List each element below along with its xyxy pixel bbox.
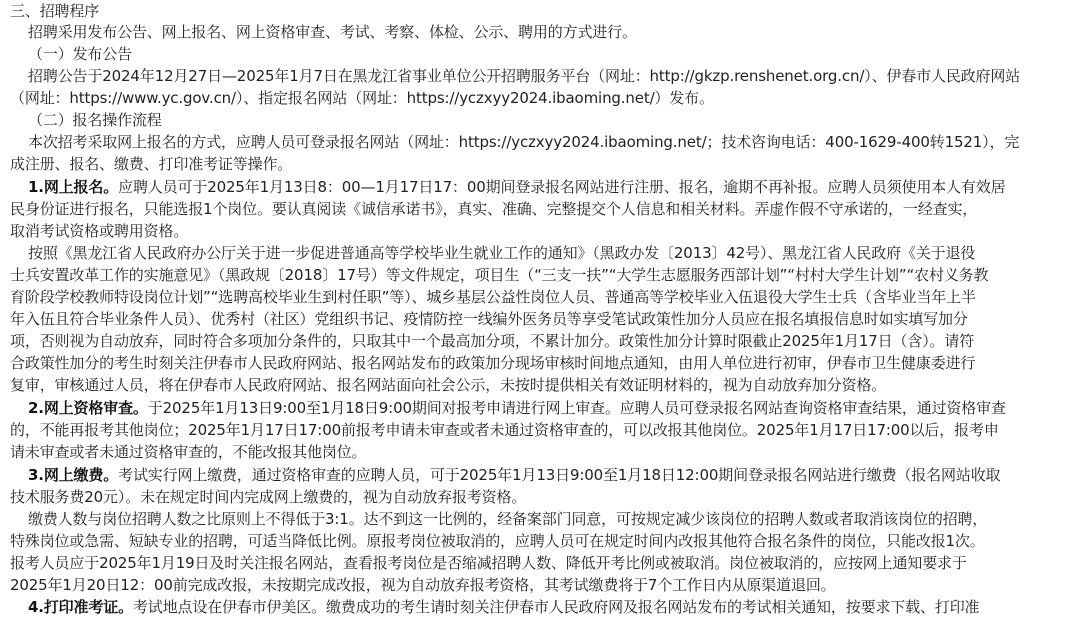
policy-line: 士兵安置改革工作的实施意见》（黑政规〔2018〕17号）等文件规定，项目生（“三支一扶”“大学生志愿服务西部计划”“村村大学生计划”“农村义务教 [10, 266, 989, 284]
step2-line: 的，不能再报考其他岗位；2025年1月17日17:00前报考申请未审查或者未通过资格审查的，可以改报其他岗位。2025年1月17日17:00以后，报考申 [10, 421, 999, 439]
policy-line: 复审，审核通过人员，将在伊春市人民政府网站、报名网站面向社会公示，未按时提供相关有效证明材料的，视为自动放弃加分资格。 [10, 376, 887, 394]
step3-paragraph-line [28, 464, 1000, 486]
publish-heading: （一）发布公告 [28, 45, 132, 63]
policy-line: 年入伍且符合毕业条件人员）、优秀村（社区）党组织书记、疫情防控一线编外医务员等享受笔试政策性加分人员应在报名填报信息时如实填写加分 [10, 310, 968, 328]
policy-line: 育阶段学校教师特设岗位计划”“选聘高校毕业生到村任职”等）、城乡基层公益性岗位人员、普通高等学校毕业入伍退役大学生士兵（含毕业当年上半 [10, 288, 976, 306]
step1-paragraph-line [28, 176, 1005, 198]
ratio-line: 2025年1月20日12：00前完成改报，未按期完成改报，视为自动放弃报考资格，其考试缴费将于7个工作日内从原渠道退回。 [10, 576, 836, 594]
policy-line: 按照《黑龙江省人民政府办公厅关于进一步促进普通高等学校毕业生就业工作的通知》（黑政办发〔2013〕42号）、黑龙江省人民政府《关于退役 [28, 244, 976, 262]
step1-line: 取消考试资格或聘用资格。 [10, 222, 189, 240]
section-title: 三、招聘程序 [10, 2, 100, 20]
ratio-line: 报考人员应于2025年1月19日及时关注报名网站，查看报考岗位是否缩减招聘人数、降低开考比例或被取消。岗位被取消的，应按网上通知要求于 [10, 554, 967, 572]
step1-line: 民身份证进行报名，只能选报1个岗位。要认真阅读《诚信承诺书》，真实、准确、完整提交个人信息和相关材料。弄虚作假不守承诺的，一经查实， [10, 200, 978, 218]
ratio-line: 缴费人数与岗位招聘人数之比原则上不得低于3:1。达不到这一比例的，经备案部门同意，可按规定减少该岗位的招聘人数或者取消该岗位的招聘， [28, 510, 988, 528]
section-intro: 招聘采用发布公告、网上报名、网上资格审查、考试、考察、体检、公示、聘用的方式进行。 [28, 23, 637, 41]
step3-line: 技术服务费20元）。未在规定时间内完成网上缴费的，视为自动放弃报考资格。 [10, 488, 527, 506]
step4-text: 考试地点设在伊春市伊美区。缴费成功的考生请时刻关注伊春市人民政府网及报名网站发布的考试相关通知，按要求下载、打印准 [132, 598, 980, 616]
policy-line: 合政策性加分的考生时刻关注伊春市人民政府网站、报名网站发布的政策加分现场审核时间地点通知，由用人单位进行初审，伊春市卫生健康委进行 [10, 354, 976, 372]
step1-title: 1.网上报名。 [28, 178, 119, 196]
publish-body-line: （网址：https://www.yc.gov.cn/）、指定报名网站（网址：https://yczxyy2024.ibaoming.net/）发布。 [10, 89, 714, 107]
step2-title: 2.网上资格审查。 [28, 399, 148, 417]
step2-paragraph-line [28, 397, 1006, 419]
process-body-line: 成注册、报名、缴费、打印准考证等操作。 [10, 155, 293, 173]
ratio-line: 特殊岗位或急需、短缺专业的招聘，可适当降低比例。原报考岗位被取消的，应聘人员可在规定时间内改报其他符合报名条件的岗位，只能改报1次。 [10, 532, 985, 550]
step1-text: 应聘人员可于2025年1月13日8：00—1月17日17：00期间登录报名网站进行注册、报名，逾期不再补报。应聘人员须使用本人有效居 [118, 178, 1006, 196]
step4-paragraph-line [28, 596, 979, 618]
step2-line: 请未审查或者未通过资格审查的，不能改报其他岗位。 [10, 443, 367, 461]
step2-text: 于2025年1月13日9:00至1月18日9:00期间对报考申请进行网上审查。应聘人员可登录报名网站查询资格审查结果，通过资格审查 [147, 399, 1006, 417]
process-heading: （二）报名操作流程 [28, 111, 162, 129]
publish-body-line: 招聘公告于2024年12月27日—2025年1月7日在黑龙江省事业单位公开招聘服务平台（网址：http://gkzp.renshenet.org.cn/）、伊春市人民政府网站 [28, 67, 1021, 85]
step3-title: 3.网上缴费。 [28, 466, 119, 484]
step3-text: 考试实行网上缴费，通过资格审查的应聘人员，可于2025年1月13日9:00至1月18日12:00期间登录报名网站进行缴费（报名网站收取 [118, 466, 1001, 484]
process-body-line: 本次招考采取网上报名的方式，应聘人员可登录报名网站（网址：https://yczxyy2024.ibaoming.net/；技术咨询电话：400-1629-400转1521），完 [28, 133, 1020, 151]
step4-title: 4.打印准考证。 [28, 598, 133, 616]
policy-line: 项，否则视为自动放弃，同时符合多项加分条件的，只取其中一个最高加分项，不累计加分。政策性加分计算时限截止2025年1月17日（含）。请符 [10, 332, 975, 350]
